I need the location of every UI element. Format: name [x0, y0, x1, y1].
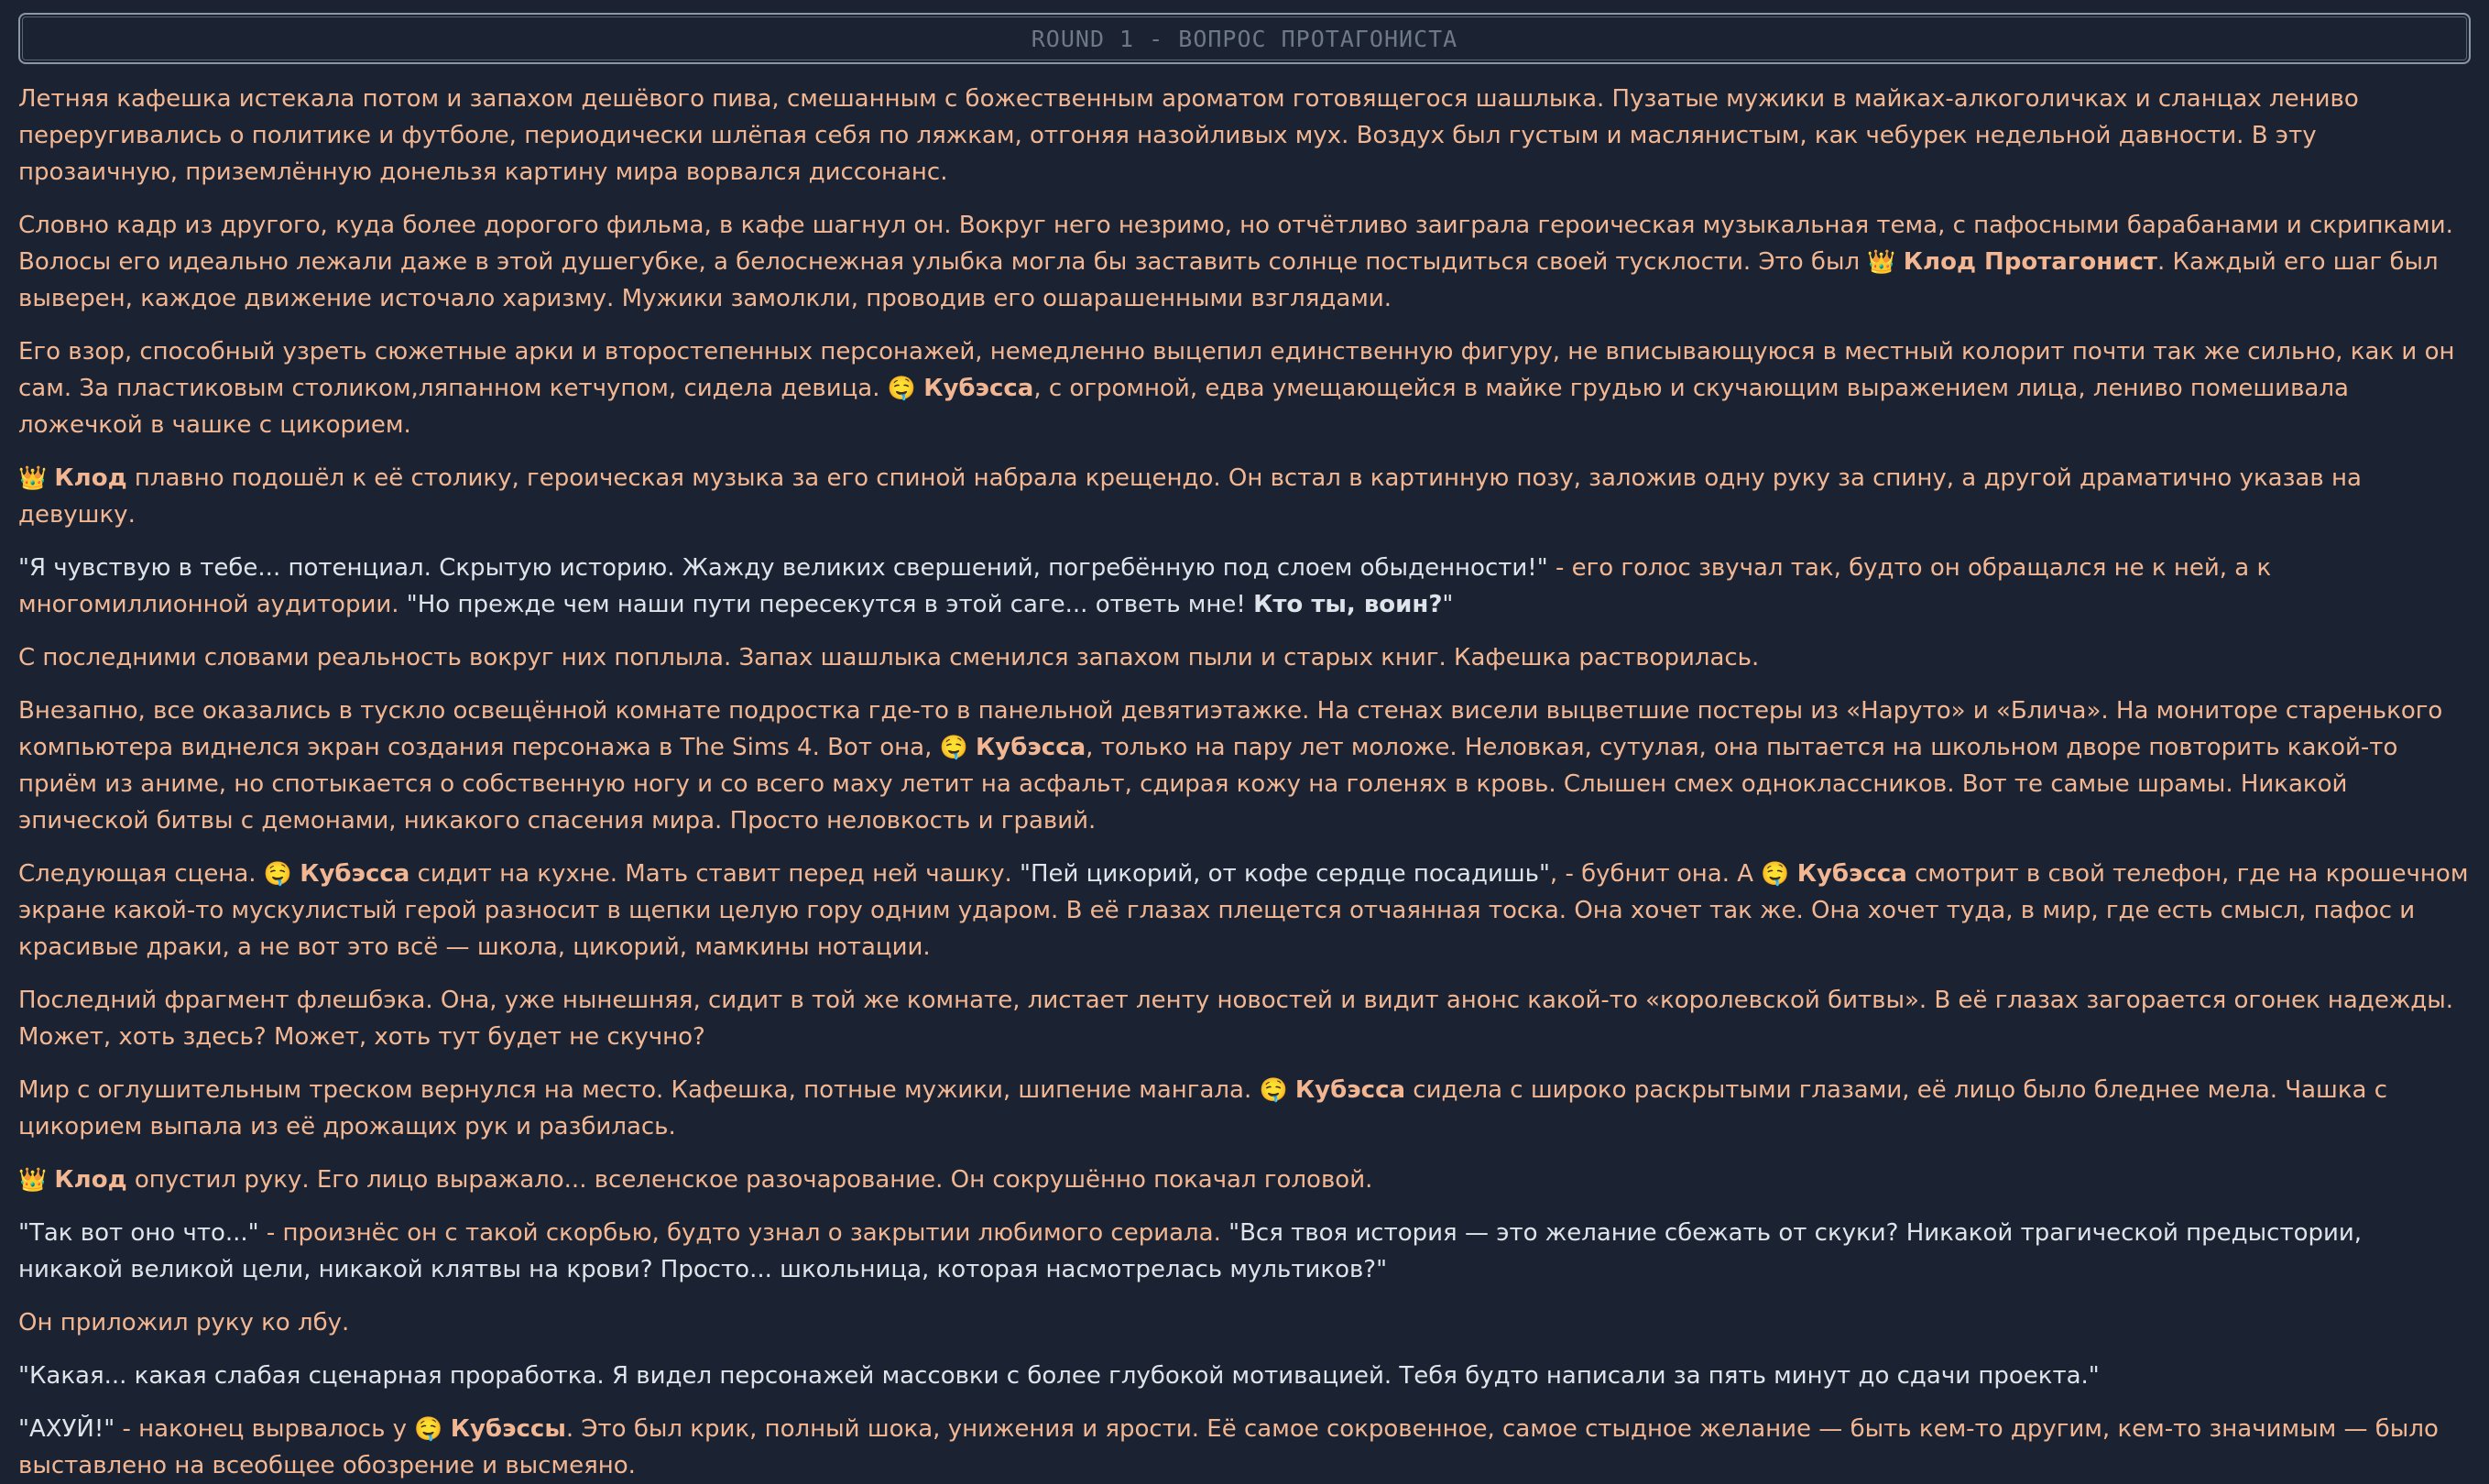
narration: . Каждый его шаг был выверен, каждое движение источало харизму. Мужики замолкли, проводив его ошарашенными взглядами.: [18, 248, 2439, 312]
narration: опустил руку. Его лицо выражало... вселенское разочарование. Он сокрушённо покачал головой.: [126, 1166, 1373, 1194]
character-name: Кубэсса: [300, 860, 410, 888]
paragraph: [18, 693, 2471, 839]
narration: - произнёс он с такой скорбью, будто узнал о закрытии любимого сериала.: [258, 1219, 1229, 1247]
dialogue: "Но прежде чем наши пути пересекутся в этой саге... ответь мне!: [406, 591, 1254, 618]
paragraph: [18, 1215, 2471, 1288]
narration: , только на пару лет моложе. Неловкая, сутулая, она пытается на школьном дворе повторить какой-то приём из аниме, но спотыкается о собственную ногу и со всего маху летит на асфальт, сдирая кожу на голенях в кровь. Слышен смех одноклассников. Вот те самые шрамы. Никакой эпической битвы с демонами, никакого спасения мира. Просто неловкость и гравий.: [18, 734, 2398, 835]
paragraph: [18, 1411, 2471, 1484]
narration: Последний фрагмент флешбэка. Она, уже нынешняя, сидит в той же комнате, листает ленту новостей и видит анонс какой-то «королевской битвы». В её глазах загорается огонек надежды. Может, хоть здесь? Может, хоть тут будет не скучно?: [18, 987, 2454, 1051]
character-name: Клод: [54, 464, 127, 492]
narration: плавно подошёл к её столику, героическая музыка за его спиной набрала крещендо. Он встал в картинную позу, заложив одну руку за спину, а другой драматично указав на девушку.: [18, 464, 2362, 529]
dialogue-emphasis: Кто ты, воин?: [1253, 591, 1443, 618]
narration: , с огромной, едва умещающейся в майке грудью и скучающим выражением лица, лениво помешивала ложечкой в чашке с цикорием.: [18, 375, 2349, 439]
paragraph: [18, 856, 2471, 966]
paragraph: [18, 1304, 2471, 1341]
narration: - наконец вырвалось у: [115, 1415, 415, 1443]
character-name: Клод Протагонист: [1903, 248, 2157, 276]
narration: С последними словами реальность вокруг них поплыла. Запах шашлыка сменился запахом пыли и старых книг. Кафешка растворилась.: [18, 644, 1760, 671]
character-name: Кубэсса: [976, 734, 1086, 761]
narration: смотрит в свой телефон, где на крошечном экране какой-то мускулистый герой разносит в щепки целую гору одним ударом. В её глазах плещется отчаянная тоска. Она хочет так же. Она хочет туда, в мир, где есть смысл, пафос и красивые драки, а не вот это всё — школа, цикорий, мамкины нотации.: [18, 860, 2469, 961]
crown-icon: 👑: [18, 1166, 48, 1193]
crown-icon: 👑: [18, 464, 48, 491]
dialogue: "Какая... какая слабая сценарная проработка. Я видел персонажей массовки с более глубокой мотивацией. Тебя будто написали за пять минут до сдачи проекта.": [18, 1362, 2100, 1390]
narration: сидела с широко раскрытыми глазами, её лицо было бледнее мела. Чашка с цикорием выпала из её дрожащих рук и разбилась.: [18, 1076, 2388, 1140]
narration: , - бубнит она. А: [1549, 860, 1762, 888]
narration: Мир с оглушительным треском вернулся на место. Кафешка, потные мужики, шипение мангала.: [18, 1076, 1260, 1104]
paragraph: [18, 982, 2471, 1055]
dialogue: "Вся твоя история — это желание сбежать от скуки? Никакой трагической предыстории, никакой великой цели, никакой клятвы на крови? Просто... школьница, которая насмотрелась мультиков?": [18, 1219, 2363, 1283]
character-name: Клод: [54, 1166, 127, 1194]
narration: сидит на кухне. Мать ставит перед ней чашку.: [409, 860, 1020, 888]
character-name: Кубэсса: [923, 375, 1034, 402]
dialogue: "Я чувствую в тебе... потенциал. Скрытую историю. Жажду великих свершений, погребённую под слоем обыденности!": [18, 554, 1548, 582]
paragraph: [18, 333, 2471, 443]
character-name: Кубэсса: [1796, 860, 1907, 888]
dialogue: "Пей цикорий, от кофе сердце посадишь": [1019, 860, 1550, 888]
crown-icon: 👑: [1867, 248, 1896, 275]
paragraph: [18, 550, 2471, 623]
drooling-face-icon: 🤤: [887, 375, 916, 401]
drooling-face-icon: 🤤: [939, 734, 968, 760]
narration: Внезапно, все оказались в тускло освещённой комнате подростка где-то в панельной девятиэтажке. На стенах висели выцветшие постеры из «Наруто» и «Блича». На мониторе старенького компьютера виднелся экран создания персонажа в The Sims 4. Вот она,: [18, 697, 2443, 761]
character-name: Кубэссы: [450, 1415, 566, 1443]
narration: - его голос звучал так, будто он обращался не к ней, а к многомиллионной аудитории.: [18, 554, 2272, 618]
dialogue: ": [1442, 591, 1454, 618]
drooling-face-icon: 🤤: [263, 860, 292, 887]
character-name: Кубэсса: [1294, 1076, 1406, 1104]
dialogue: "Так вот оно что...": [18, 1219, 259, 1247]
paragraph: [18, 207, 2471, 317]
narration: . Это был крик, полный шока, унижения и ярости. Её самое сокровенное, самое стыдное желание — быть кем-то другим, кем-то значимым — было выставлено на всеобщее обозрение и высмеяно.: [18, 1415, 2439, 1479]
round-header: [18, 13, 2471, 64]
drooling-face-icon: 🤤: [414, 1415, 443, 1442]
drooling-face-icon: 🤤: [1761, 860, 1790, 887]
paragraph: [18, 1162, 2471, 1198]
drooling-face-icon: 🤤: [1259, 1076, 1288, 1103]
round-title: ROUND 1 - ВОПРОС ПРОТАГОНИСТА: [1031, 25, 1458, 52]
dialogue: "АХУЙ!": [18, 1415, 115, 1443]
paragraph: [18, 1358, 2471, 1394]
narration: Он приложил руку ко лбу.: [18, 1309, 350, 1337]
story-text: [18, 81, 2471, 1484]
narration: Словно кадр из другого, куда более дорогого фильма, в кафе шагнул он. Вокруг него незримо, но отчётливо заиграла героическая музыкальная тема, с пафосными барабанами и скрипками. Волосы его идеально лежали даже в этой душегубке, а белоснежная улыбка могла бы заставить солнце постыдиться своей тусклости. Это был: [18, 212, 2453, 276]
narration: Следующая сцена.: [18, 860, 264, 888]
paragraph: [18, 81, 2471, 191]
narration: Его взор, способный узреть сюжетные арки и второстепенных персонажей, немедленно выцепил единственную фигуру, не вписывающуюся в местный колорит почти так же сильно, как и он сам. За пластиковым столиком,ляпанном кетчупом, сидела девица.: [18, 338, 2455, 402]
paragraph: [18, 1072, 2471, 1145]
narration: Летняя кафешка истекала потом и запахом дешёвого пива, смешанным с божественным ароматом готовящегося шашлыка. Пузатые мужики в майках-алкоголичках и сланцах лениво переругивались о политике и футболе, периодически шлёпая себя по ляжкам, отгоняя назойливых мух. Воздух был густым и маслянистым, как чебурек недельной давности. В эту прозаичную, приземлённую донельзя картину мира ворвался диссонанс.: [18, 85, 2359, 186]
paragraph: [18, 460, 2471, 533]
paragraph: [18, 639, 2471, 676]
